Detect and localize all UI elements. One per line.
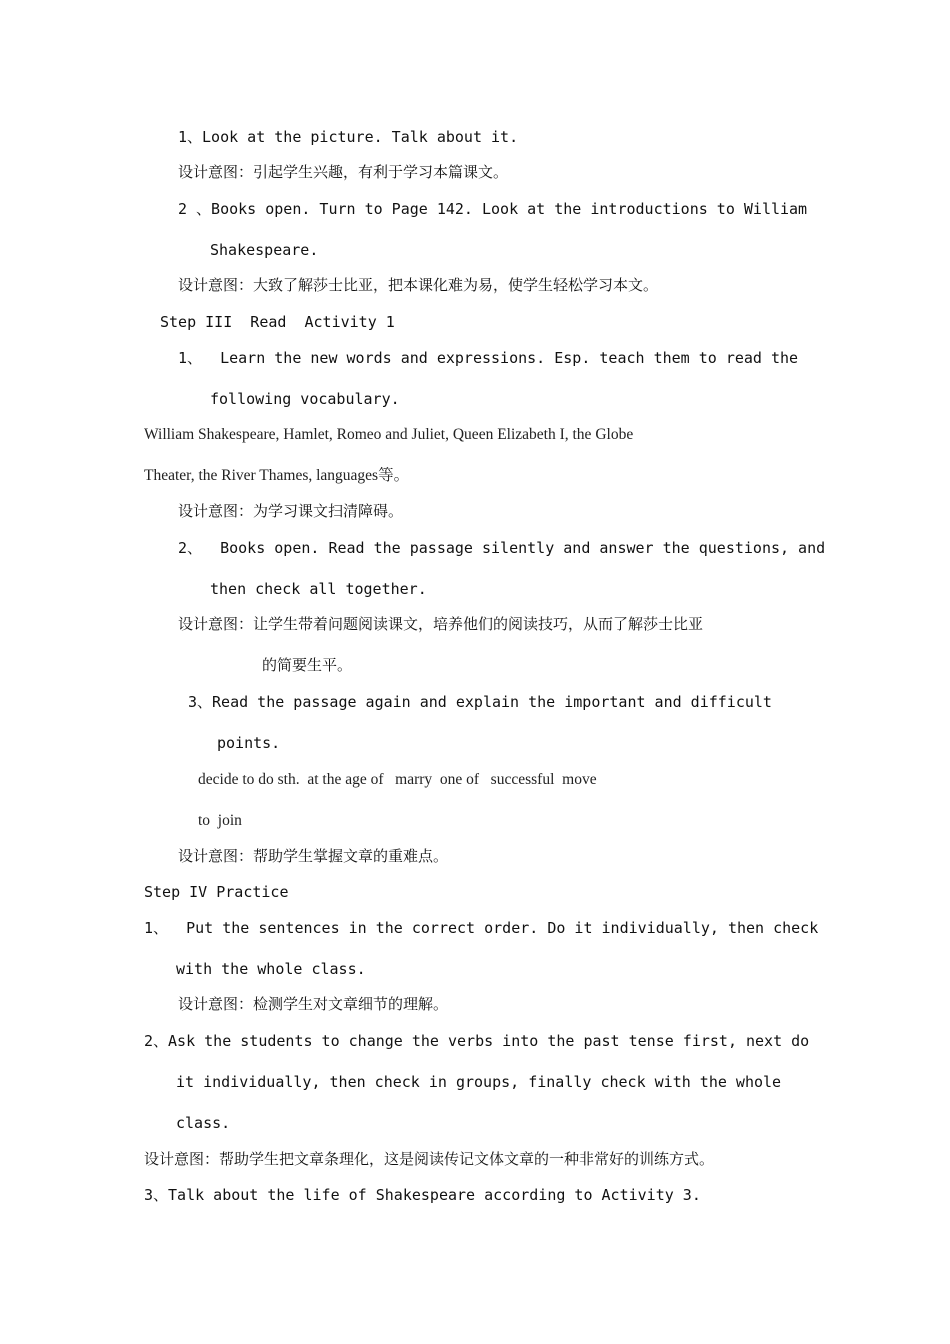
practice-item-2: 2、Ask the students to change the verbs into the past tense first, next do <box>144 1032 810 1050</box>
read-item-1-continued: following vocabulary. <box>210 390 400 408</box>
step-item-1: 1、Look at the picture. Talk about it. <box>178 128 519 146</box>
key-phrases-continued: to join <box>198 812 242 829</box>
design-intent-5: 设计意图：帮助学生掌握文章的重难点。 <box>178 847 449 865</box>
step-item-2-continued: Shakespeare. <box>210 241 319 259</box>
read-item-2: 2、 Books open. Read the passage silently and answer the questions, and <box>178 539 826 557</box>
read-item-2-continued: then check all together. <box>210 580 427 598</box>
read-item-3: 3、Read the passage again and explain the important and difficult <box>188 693 772 711</box>
practice-item-1-continued: with the whole class. <box>176 960 366 978</box>
design-intent-4: 设计意图：让学生带着问题阅读课文，培养他们的阅读技巧，从而了解莎士比亚 <box>178 615 704 633</box>
key-phrases: decide to do sth. at the age of marry one of successful move <box>198 771 597 788</box>
step-item-2: 2 、Books open. Turn to Page 142. Look at the introductions to William <box>178 200 808 218</box>
vocabulary-list-continued: Theater, the River Thames, languages等。 <box>144 467 410 484</box>
practice-item-1: 1、 Put the sentences in the correct order. Do it individually, then check <box>144 919 819 937</box>
practice-item-2-continued: it individually, then check in groups, finally check with the whole <box>176 1073 782 1091</box>
practice-item-3: 3、Talk about the life of Shakespeare according to Activity 3. <box>144 1186 701 1204</box>
design-intent-2: 设计意图：大致了解莎士比亚，把本课化难为易，使学生轻松学习本文。 <box>178 276 659 294</box>
design-intent-4-continued: 的简要生平。 <box>262 656 353 674</box>
design-intent-3: 设计意图：为学习课文扫清障碍。 <box>178 502 404 520</box>
vocabulary-list: William Shakespeare, Hamlet, Romeo and Juliet, Queen Elizabeth I, the Globe <box>144 426 634 443</box>
section-heading-step-iii: Step III Read Activity 1 <box>160 313 395 331</box>
design-intent-7: 设计意图：帮助学生把文章条理化，这是阅读传记文体文章的一种非常好的训练方式。 <box>144 1150 715 1168</box>
design-intent-6: 设计意图：检测学生对文章细节的理解。 <box>178 995 449 1013</box>
section-heading-step-iv: Step IV Practice <box>144 883 289 901</box>
read-item-3-continued: points. <box>217 734 281 752</box>
design-intent-1: 设计意图：引起学生兴趣，有利于学习本篇课文。 <box>178 163 509 181</box>
practice-item-2-continued-2: class. <box>176 1114 231 1132</box>
read-item-1: 1、 Learn the new words and expressions. Esp. teach them to read the <box>178 349 799 367</box>
